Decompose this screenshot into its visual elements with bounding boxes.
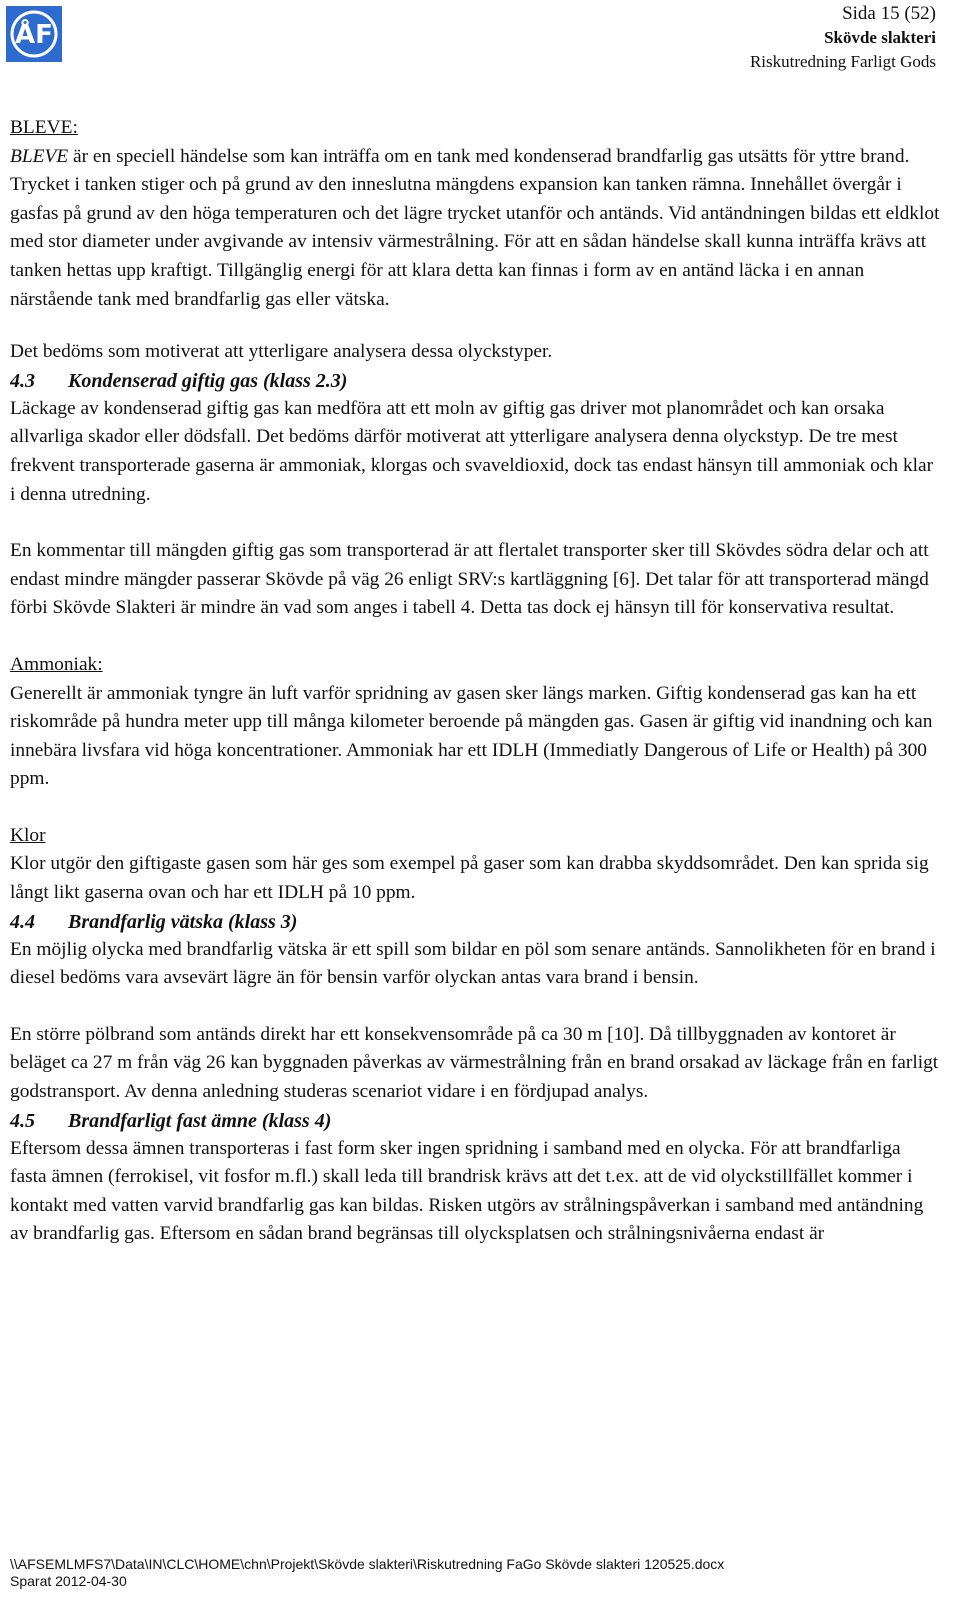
paragraph-4-5-1: Eftersom dessa ämnen transporteras i fast form sker ingen spridning i samband med en olycka. För att brandfarliga fasta ämnen (ferrokisel, vit fosfor m.fl.) skall leda till brandrisk krävs att det t.ex. att de vid olyckstillfället kommer i kontakt med vatten varvid brandfarlig gas kan bildas. Risken utgörs av strålningspåverkan i samband med antändning av brandfarlig gas. Eftersom en sådan brand begränsas till olycksplatsen och strålningsnivåerna endast är [10, 1137, 924, 1245]
bleve-conclusion: Det bedöms som motiverat att ytterligare analysera dessa olyckstyper. [10, 341, 553, 363]
section-title: Brandfarligt fast ämne (klass 4) [68, 1109, 332, 1132]
section-number: 4.4 [10, 910, 35, 933]
bleve-text: är en speciell händelse som kan inträffa om en tank med kondenserad brandfarlig gas utsätts för yttre brand. Trycket i tanken stiger och på grund av den inneslutna mängdens expansion kan tanken rämna. Innehållet övergår i gasfas på grund av den höga temperaturen och det lägre trycket utanför och antänds. Vid antändningen bildas ett eldklot med stor diameter under avgivande av intensiv värmestrålning. För att en sådan händelse skall kunna inträffa krävs att tanken hettas upp kraftigt. Tillgänglig energi för att klara detta kan finnas i form av en antänd läcka i en annan närstående tank med brandfarlig gas eller vätska. [10, 145, 940, 310]
section-title: Kondenserad giftig gas (klass 2.3) [68, 369, 348, 392]
company-logo-icon [6, 6, 62, 62]
section-number: 4.3 [10, 369, 35, 392]
paragraph-4-3-1: Läckage av kondenserad giftig gas kan medföra att ett moln av giftig gas driver mot planområdet och kan orsaka allvarliga skador eller dödsfall. Det bedöms därför motiverat att ytterligare analysera denna olyckstyp. De tre mest frekvent transporterade gaserna är ammoniak, klorgas och svaveldioxid, dock tas endast hänsyn till ammoniak och klar i denna utredning. [10, 397, 934, 505]
section-title: Brandfarlig vätska (klass 3) [68, 910, 298, 933]
bleve-term: BLEVE [10, 145, 69, 167]
document-body [10, 114, 940, 1249]
page-footer [10, 1556, 724, 1590]
svg-text:ÅF: ÅF [15, 20, 53, 50]
section-heading-4-3 [10, 367, 940, 395]
bleve-paragraph [10, 143, 940, 315]
bleve-heading: BLEVE: [10, 117, 78, 138]
paragraph-4-4-1: En möjlig olycka med brandfarlig vätska är ett spill som bildar en pöl som senare antänds. Sannolikheten för en brand i diesel bedöms vara avsevärt lägre än för bensin varför olyckan antas vara brand i bensin. [10, 938, 936, 989]
company-logo [6, 6, 62, 62]
paragraph-4-3-2: En kommentar till mängden giftig gas som transporterad är att flertalet transporter sker till Skövdes södra delar och att endast mindre mängder passerar Skövde på väg 26 enligt SRV:s kartläggning [6]. Det talar för att transporterad mängd förbi Skövde Slakteri är mindre än vad som anges i tabell 4. Detta tas dock ej hänsyn till för konservativa resultat. [10, 540, 929, 619]
ammoniak-heading: Ammoniak: [10, 653, 103, 675]
klor-heading: Klor [10, 824, 46, 846]
file-path: \\AFSEMLMFS7\Data\IN\CLC\HOME\chn\Projekt\Skövde slakteri\Riskutredning FaGo Skövde slakteri 120525.docx [10, 1556, 725, 1572]
section-heading-4-5 [10, 1107, 940, 1135]
section-heading-4-4 [10, 908, 940, 936]
page-number: Sida 15 (52) [842, 3, 936, 24]
company-name: Skövde slakteri [824, 28, 936, 47]
report-title: Riskutredning Farligt Gods [749, 52, 936, 71]
ammoniak-paragraph: Generellt är ammoniak tyngre än luft varför spridning av gasen sker längs marken. Giftig kondenserad gas kan ha ett riskområde på hundra meter upp till många kilometer beroende på mängden gas. Gasen är giftig vid inandning och kan innebära livsfara vid höga koncentrationer. Ammoniak har ett IDLH (Immediatly Dangerous of Life or Health) på 300 ppm. [10, 682, 933, 790]
saved-date: Sparat 2012-04-30 [10, 1573, 127, 1589]
paragraph-4-4-2: En större pölbrand som antänds direkt har ett konsekvensområde på ca 30 m [10]. Då tillbyggnaden av kontoret är beläget ca 27 m från väg 26 kan byggnaden påverkas av värmestrålning från en brand orsakad av läckage från en farligt godstransport. Av denna anledning studeras scenariot vidare i en fördjupad analys. [10, 1023, 939, 1103]
page-header [750, 2, 936, 74]
klor-paragraph: Klor utgör den giftigaste gasen som här ges som exempel på gaser som kan drabba skyddsområdet. Den kan sprida sig långt likt gaserna ovan och har ett IDLH på 10 ppm. [10, 853, 929, 904]
section-number: 4.5 [10, 1109, 35, 1132]
